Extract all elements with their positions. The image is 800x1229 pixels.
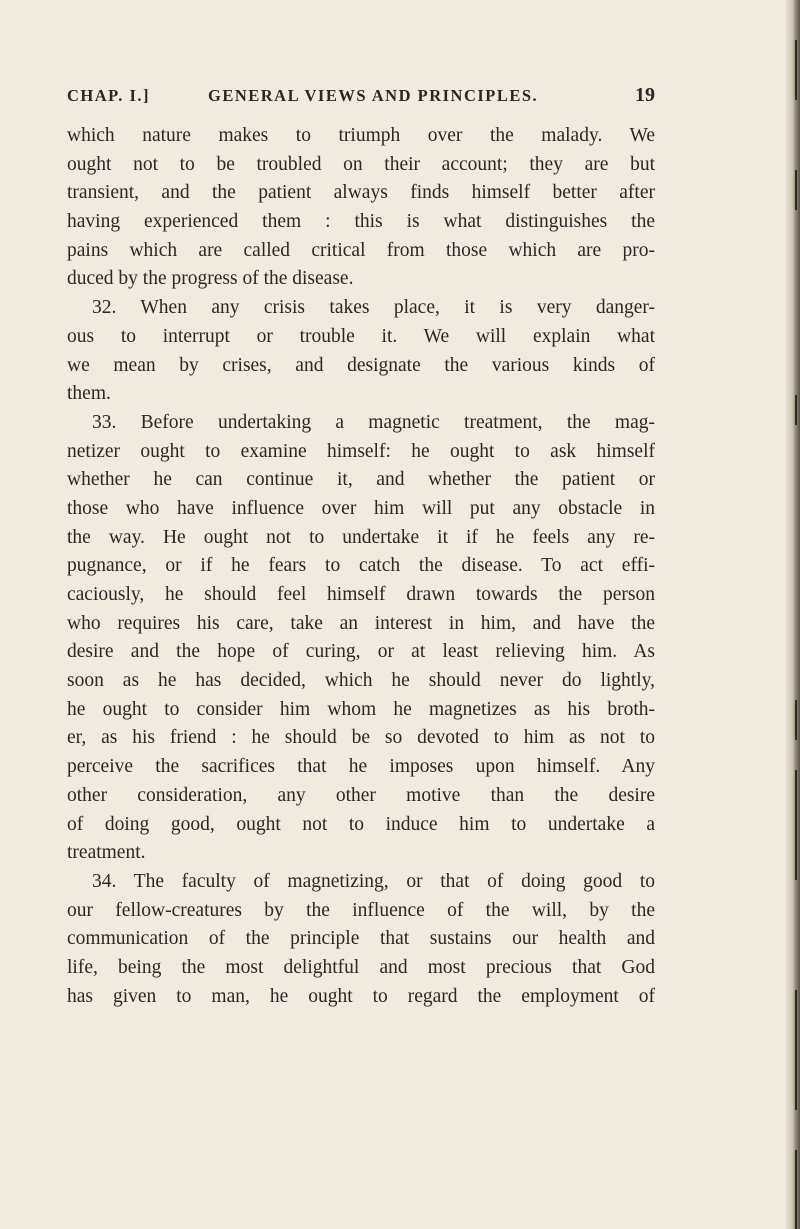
text-line: duced by the progress of the disease. — [67, 268, 354, 290]
text-line: transient, and the patient always finds himself better after — [67, 182, 655, 204]
body-text — [67, 122, 655, 1011]
text-line: desire and the hope of curing, or at least relieving him. As — [67, 641, 655, 663]
text-line: treatment. — [67, 842, 146, 864]
paragraph-32-start: 32. When any crisis takes place, it is very danger- — [92, 297, 655, 319]
paragraph-34-start: 34. The faculty of magnetizing, or that of doing good to — [92, 870, 655, 892]
page-edge-shadow — [786, 0, 800, 1229]
text-line: pains which are called critical from those which are pro- — [67, 239, 655, 261]
text-line: the way. He ought not to undertake it if he feels any re- — [67, 526, 655, 548]
text-line: ought not to be troubled on their account; they are but — [67, 153, 655, 175]
chapter-label: CHAP. I.] — [67, 86, 151, 105]
running-header — [67, 86, 655, 112]
text-line: communication of the principle that sustains our health and — [67, 928, 655, 950]
text-line: life, being the most delightful and most precious that God — [67, 956, 655, 978]
text-line: having experienced them : this is what distinguishes the — [67, 211, 655, 233]
text-line: caciously, he should feel himself drawn towards the person — [67, 584, 655, 605]
page-number: 19 — [635, 84, 655, 106]
text-line: perceive the sacrifices that he imposes upon himself. Any — [67, 756, 655, 778]
text-line: ous to interrupt or trouble it. We will explain what — [67, 325, 655, 347]
text-line: he ought to consider him whom he magnetizes as his broth- — [67, 698, 655, 720]
text-line: pugnance, or if he fears to catch the disease. To act effi- — [67, 555, 655, 577]
text-line: netizer ought to examine himself: he ought to ask himself — [67, 440, 655, 462]
text-line: er, as his friend : he should be so devoted to him as not to — [67, 727, 655, 749]
paragraph-33-start: 33. Before undertaking a magnetic treatment, the mag- — [92, 411, 655, 433]
text-line: them. — [67, 383, 111, 405]
text-line: of doing good, ought not to induce him to undertake a — [67, 813, 655, 835]
text-line: other consideration, any other motive than the desire — [67, 784, 655, 806]
text-line: soon as he has decided, which he should never do lightly, — [67, 670, 655, 692]
text-line: our fellow-creatures by the influence of the will, by the — [67, 899, 655, 921]
text-line: we mean by crises, and designate the various kinds of — [67, 354, 655, 376]
text-line: which nature makes to triumph over the malady. We — [67, 125, 655, 146]
text-line: those who have influence over him will put any obstacle in — [67, 497, 655, 519]
text-line: has given to man, he ought to regard the employment of — [67, 985, 655, 1007]
text-line: whether he can continue it, and whether the patient or — [67, 469, 655, 491]
text-line: who requires his care, take an interest in him, and have the — [67, 612, 655, 634]
running-title: GENERAL VIEWS AND PRINCIPLES. — [208, 86, 539, 105]
